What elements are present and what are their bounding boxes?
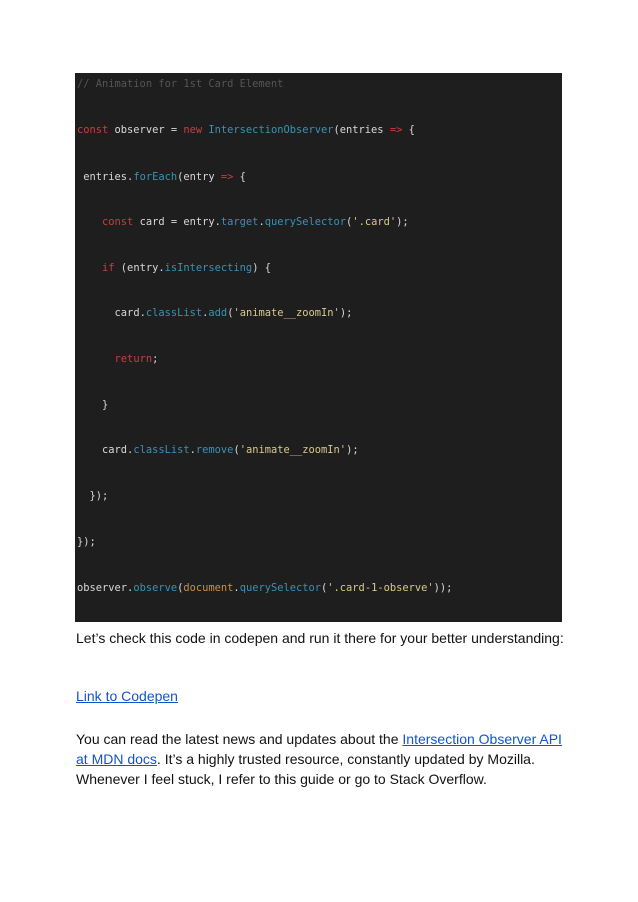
code-line-1 [77, 123, 415, 137]
code-line-8 [77, 443, 359, 457]
code-comment: // Animation for 1st Card Element [77, 78, 284, 90]
code-text: ( [233, 444, 240, 456]
code-line-3 [77, 215, 409, 229]
arrow-operator: => [220, 171, 234, 183]
indent [77, 216, 102, 228]
string-literal: 'animate__zoomIn' [239, 444, 347, 456]
code-text: . [233, 582, 240, 594]
code-text: observer. [77, 582, 134, 594]
keyword: const [102, 216, 134, 228]
class-name: IntersectionObserver [202, 124, 334, 136]
keyword: return [114, 353, 153, 365]
paragraph-text: You can read the latest news and updates about the [76, 731, 403, 747]
keyword: const [77, 124, 109, 136]
code-text: ; [152, 353, 159, 365]
code-text: ) { [252, 262, 271, 274]
code-text: )); [433, 582, 453, 594]
paragraph-text: . It’s a highly trusted resource, constantly updated by Mozilla. Whenever I feel stuck, I refer to this guide or go to Stack Overflow. [76, 751, 535, 787]
indent [77, 307, 115, 319]
code-line-11 [77, 581, 452, 595]
code-text: entries. [77, 171, 134, 183]
code-text: ( [177, 582, 184, 594]
code-line-2 [77, 170, 246, 184]
string-literal: 'animate__zoomIn' [233, 307, 340, 319]
global-object: document [183, 582, 234, 594]
property-name: classList [133, 444, 190, 456]
method-name: querySelector [264, 216, 347, 228]
codepen-link[interactable]: Link to Codepen [76, 688, 178, 704]
code-text: (entry. [114, 262, 165, 274]
code-text: { [402, 124, 415, 136]
code-text: (entries [333, 124, 390, 136]
method-name: querySelector [239, 582, 322, 594]
code-text: card. [102, 444, 134, 456]
code-line-9: }); [77, 490, 109, 502]
code-line-4 [77, 261, 271, 275]
code-text: ); [339, 307, 353, 319]
property-name: classList [145, 307, 203, 319]
code-line-5 [77, 306, 352, 320]
mdn-docs-link[interactable]: Intersection Observer API at MDN docs [76, 731, 562, 767]
code-text: ( [346, 216, 353, 228]
string-literal: '.card-1-observe' [327, 582, 434, 594]
code-text: ); [396, 216, 409, 228]
paragraph-mdn [76, 729, 576, 789]
property-name: target [220, 216, 259, 228]
code-block [75, 73, 562, 622]
code-text: ( [227, 307, 234, 319]
code-text: card = entry. [133, 216, 221, 228]
indent [77, 444, 102, 456]
method-name: remove [195, 444, 234, 456]
indent [77, 353, 115, 365]
codepen-paragraph [76, 686, 576, 706]
code-text: { [233, 171, 246, 183]
code-line-6 [77, 352, 158, 366]
code-text: (entry [177, 171, 221, 183]
code-text: . [258, 216, 265, 228]
indent [77, 262, 102, 274]
method-name: forEach [133, 171, 178, 183]
code-line-10: }); [77, 536, 96, 548]
keyword: if [102, 262, 115, 274]
code-text: . [189, 444, 196, 456]
keyword: new [183, 124, 203, 136]
code-text: ); [346, 444, 359, 456]
code-text: observer = [108, 124, 184, 136]
method-name: observe [133, 582, 178, 594]
paragraph-codepen-intro: Let’s check this code in codepen and run it there for your better understanding: [76, 630, 564, 646]
code-text: . [202, 307, 209, 319]
method-name: add [208, 307, 228, 319]
property-name: isIntersecting [164, 262, 253, 274]
code-text: card. [114, 307, 146, 319]
code-line-7: } [77, 399, 109, 411]
code-text: ( [321, 582, 328, 594]
arrow-operator: => [389, 124, 403, 136]
string-literal: '.card' [352, 216, 397, 228]
